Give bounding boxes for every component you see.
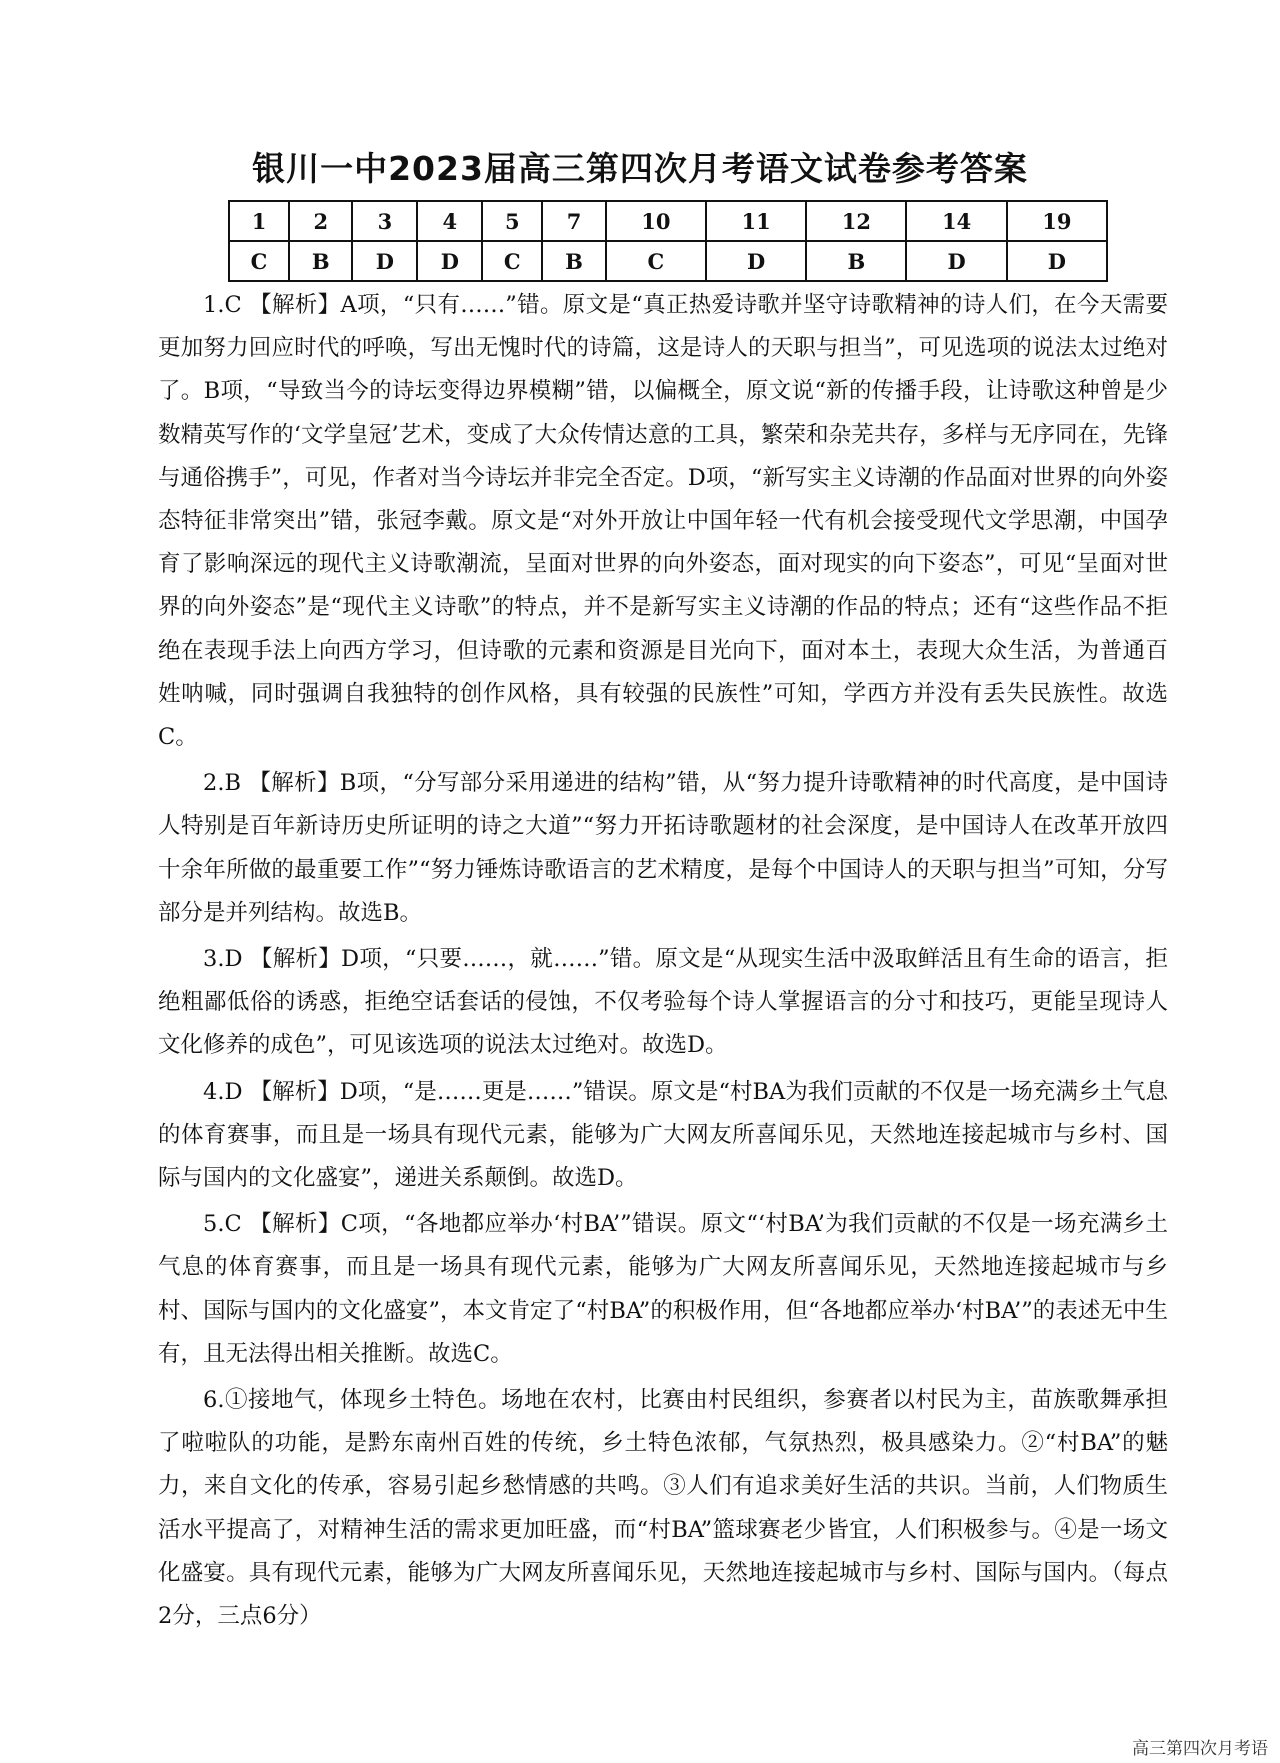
question-number: 12 <box>806 201 906 241</box>
answer-letter: D <box>417 241 482 281</box>
explanations <box>158 284 1168 1638</box>
question-number: 4 <box>417 201 482 241</box>
explanation-q5: 5.C 【解析】C项，“各地都应举办‘村BA’”错误。原文“‘村BA’为我们贡献的不仅是一场充满乡土气息的体育赛事，而且是一场具有现代元素，能够为广大网友所喜闻乐见，天然地连接起城市与乡村、国际与国内的文化盛宴”，本文肯定了“村BA”的积极作用，但“各地都应举办‘村BA’”的表述无中生有，且无法得出相关推断。故选C。 <box>158 1211 1168 1367</box>
answer-letter: B <box>289 241 352 281</box>
answer-letter: D <box>352 241 417 281</box>
answer-letter: D <box>906 241 1006 281</box>
answer-letter: D <box>706 241 806 281</box>
explanation-q3: 3.D 【解析】D项，“只要……，就……”错。原文是“从现实生活中汲取鲜活且有生命的语言，拒绝粗鄙低俗的诱惑，拒绝空话套话的侵蚀，不仅考验每个诗人掌握语言的分寸和技巧，更能呈现诗人文化修养的成色”，可见该选项的说法太过绝对。故选D。 <box>158 946 1168 1059</box>
answer-row <box>229 241 1107 281</box>
question-number: 5 <box>482 201 542 241</box>
question-number: 7 <box>542 201 605 241</box>
answer-letter: D <box>1007 241 1107 281</box>
page-footer: 高三第四次月考语 <box>1132 1739 1268 1759</box>
question-number: 11 <box>706 201 806 241</box>
question-number: 2 <box>289 201 352 241</box>
answer-letter: C <box>606 241 706 281</box>
question-number: 19 <box>1007 201 1107 241</box>
explanation-q4: 4.D 【解析】D项，“是……更是……”错误。原文是“村BA为我们贡献的不仅是一场充满乡土气息的体育赛事，而且是一场具有现代元素，能够为广大网友所喜闻乐见，天然地连接起城市与乡村、国际与国内的文化盛宴”，递进关系颠倒。故选D。 <box>158 1078 1168 1192</box>
question-number: 10 <box>606 201 706 241</box>
explanation-q6: 6.①接地气，体现乡土特色。场地在农村，比赛由村民组织，参赛者以村民为主，苗族歌舞承担了啦啦队的功能，是黔东南州百姓的传统，乡土特色浓郁，气氛热烈，极具感染力。②“村BA”的魅力，来自文化的传承，容易引起乡愁情感的共鸣。③人们有追求美好生活的共识。当前，人们物质生活水平提高了，对精神生活的需求更加旺盛，而“村BA”篮球赛老少皆宜，人们积极参与。④是一场文化盛宴。具有现代元素，能够为广大网友所喜闻乐见，天然地连接起城市与乡村、国际与国内。（每点2分，三点6分） <box>158 1387 1168 1630</box>
answer-letter: C <box>229 241 289 281</box>
explanation-q1: 1.C 【解析】A项，“只有……”错。原文是“真正热爱诗歌并坚守诗歌精神的诗人们，在今天需要更加努力回应时代的呼唤，写出无愧时代的诗篇，这是诗人的天职与担当”，可见选项的说法太过绝对了。B项，“导致当今的诗坛变得边界模糊”错，以偏概全，原文说“新的传播手段，让诗歌这种曾是少数精英写作的‘文学皇冠’艺术，变成了大众传情达意的工具，繁荣和杂芜共存，多样与无序同在，先锋与通俗携手”，可见，作者对当今诗坛并非完全否定。D项，“新写实主义诗潮的作品面对世界的向外姿态特征非常突出”错，张冠李戴。原文是“对外开放让中国年轻一代有机会接受现代文学思潮，中国孕育了影响深远的现代主义诗歌潮流，呈面对世界的向外姿态，面对现实的向下姿态”，可见“呈面对世界的向外姿态”是“现代主义诗歌”的特点，并不是新写实主义诗潮的作品的特点；还有“这些作品不拒绝在表现手法上向西方学习，但诗歌的元素和资源是目光向下，面对本土，表现大众生活，为普通百姓呐喊，同时强调自我独特的创作风格，具有较强的民族性”可知，学西方并没有丢失民族性。故选C。 <box>158 292 1168 751</box>
answer-letter: B <box>542 241 605 281</box>
page-title: 银川一中2023届高三第四次月考语文试卷参考答案 <box>252 149 1028 188</box>
question-number-row <box>229 201 1107 241</box>
question-number: 3 <box>352 201 417 241</box>
answer-letter: B <box>806 241 906 281</box>
answer-letter: C <box>482 241 542 281</box>
question-number: 1 <box>229 201 289 241</box>
explanation-q2: 2.B 【解析】B项，“分写部分采用递进的结构”错，从“努力提升诗歌精神的时代高度，是中国诗人特别是百年新诗历史所证明的诗之大道”“努力开拓诗歌题材的社会深度，是中国诗人在改革开放四十余年所做的最重要工作”“努力锤炼诗歌语言的艺术精度，是每个中国诗人的天职与担当”可知，分写部分是并列结构。故选B。 <box>158 770 1168 926</box>
question-number: 14 <box>906 201 1006 241</box>
answer-table <box>228 200 1108 282</box>
